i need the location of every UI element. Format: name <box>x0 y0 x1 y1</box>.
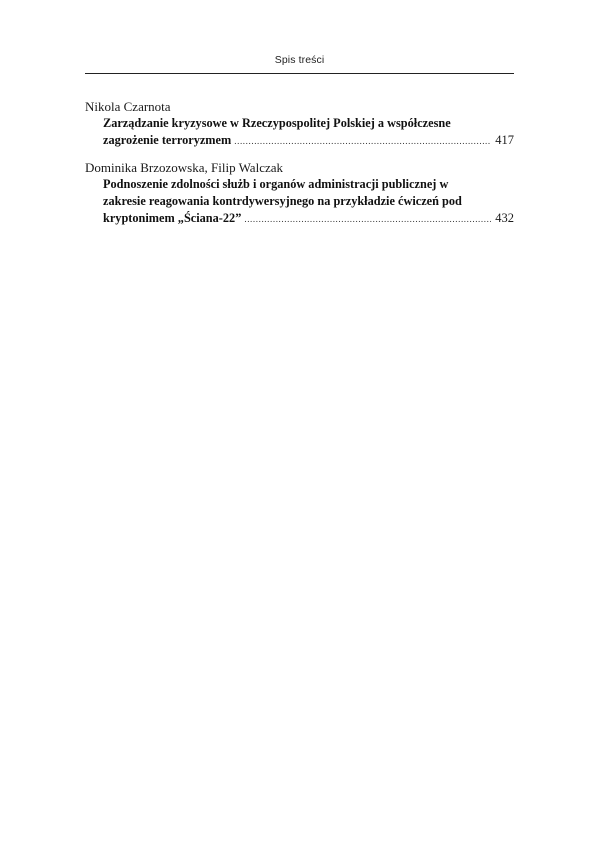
header-rule <box>85 73 514 74</box>
running-header: Spis treści <box>274 54 325 66</box>
toc-entry <box>85 98 514 150</box>
dot-leader <box>244 211 491 228</box>
entry-title-last-line <box>103 210 514 228</box>
entry-title-line: Podnoszenie zdolności służb i organów administracji publicznej w <box>103 177 449 191</box>
toc-entry <box>85 159 514 228</box>
table-of-contents <box>85 98 514 237</box>
entry-author: Nikola Czarnota <box>85 99 171 114</box>
page-number: 432 <box>495 211 514 225</box>
dot-leader <box>234 133 491 150</box>
entry-author: Dominika Brzozowska, Filip Walczak <box>85 160 284 175</box>
entry-title-line: kryptonimem „Ściana-22” <box>103 211 242 225</box>
page-number: 417 <box>495 133 514 147</box>
entry-title-line: Zarządzanie kryzysowe w Rzeczypospolitej Polskiej a współczesne <box>103 116 451 130</box>
entry-title[interactable] <box>85 115 514 150</box>
entry-title-line: zakresie reagowania kontrdywersyjnego na przykładzie ćwiczeń pod <box>103 194 462 208</box>
entry-title-last-line <box>103 132 514 150</box>
entry-title[interactable] <box>85 176 514 228</box>
entry-title-line: zagrożenie terroryzmem <box>103 133 232 147</box>
